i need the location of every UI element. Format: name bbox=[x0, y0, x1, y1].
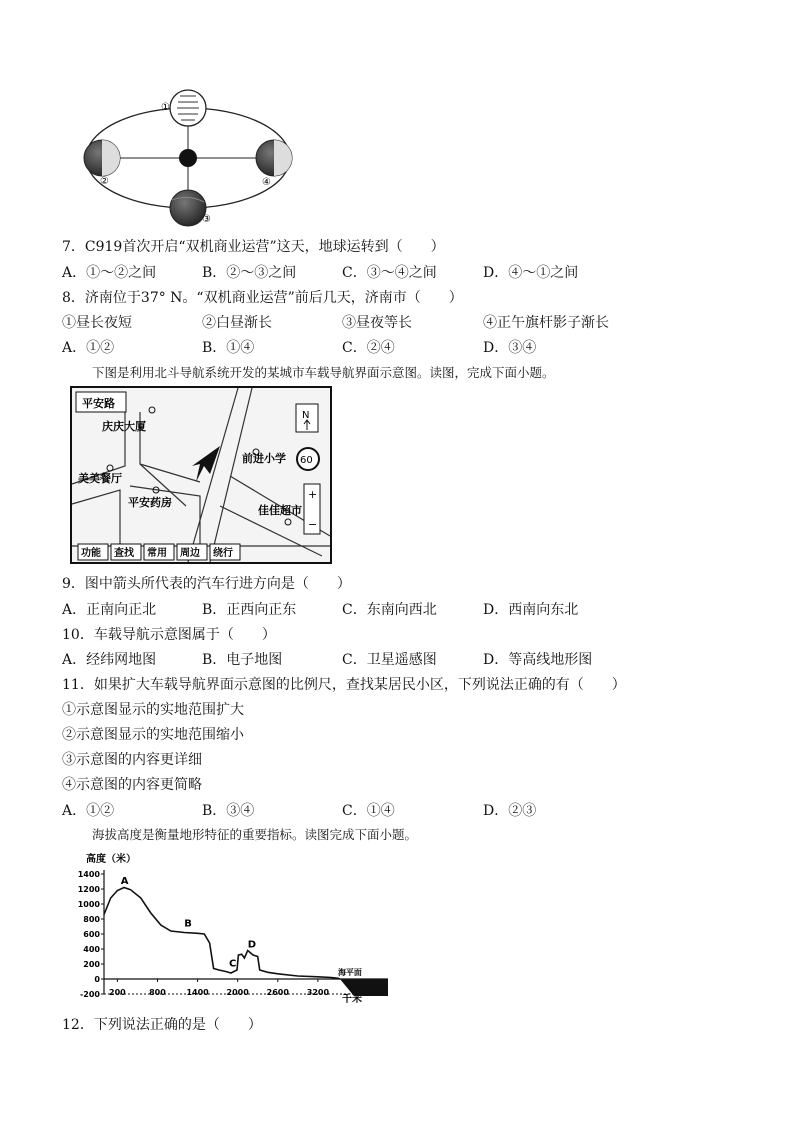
elevation-profile-line bbox=[104, 888, 340, 980]
orbit-figure bbox=[62, 88, 324, 230]
question-12-stem: 12．下列说法正确的是（ ） bbox=[62, 1017, 262, 1033]
x-tick-label: 800 bbox=[149, 988, 166, 997]
place-qingqing-building[interactable]: 庆庆大厦 bbox=[102, 420, 146, 433]
y-tick-label: 400 bbox=[83, 945, 100, 954]
profile-intro: 海拔高度是衡量地形特征的重要指标。读图完成下面小题。 bbox=[92, 827, 418, 842]
profile-point-label-d: D bbox=[247, 939, 257, 951]
nav-map bbox=[70, 386, 332, 564]
q11-option-c[interactable]: C．①④ bbox=[342, 803, 395, 819]
question-7-stem: 7．C919首次开启“双机商业运营”这天，地球运转到（ ） bbox=[62, 239, 445, 255]
y-tick-label: 1000 bbox=[78, 900, 100, 909]
orbit-marker-3: ③ bbox=[202, 214, 211, 225]
y-tick-label: 600 bbox=[83, 930, 100, 939]
elevation-profile-chart bbox=[78, 848, 428, 1006]
profile-point-label-a: A bbox=[120, 875, 129, 887]
q7-option-c[interactable]: C．③～④之间 bbox=[342, 265, 437, 281]
question-8-stem: 8．济南位于37° N。“双机商业运营”前后几天，济南市（ ） bbox=[62, 290, 463, 306]
q8-option-a[interactable]: A．①② bbox=[62, 340, 115, 356]
road-label-pingan: 平安路 bbox=[82, 397, 115, 410]
q11-statement-3: ③示意图的内容更详细 bbox=[62, 752, 202, 768]
q7-option-a[interactable]: A．①～②之间 bbox=[62, 265, 157, 281]
nav-map-intro: 下图是利用北斗导航系统开发的某城市车载导航界面示意图。读图，完成下面小题。 bbox=[92, 365, 555, 380]
q8-statement-2: ②白昼渐长 bbox=[202, 315, 272, 331]
chart-ylabel: 高度（米） bbox=[86, 854, 136, 865]
q8-option-b[interactable]: B．①④ bbox=[202, 340, 255, 356]
menu-detour[interactable]: 绕行 bbox=[213, 548, 233, 559]
y-tick-label: 0 bbox=[94, 975, 100, 984]
q10-option-b[interactable]: B．电子地图 bbox=[202, 652, 283, 668]
q7-option-b[interactable]: B．②～③之间 bbox=[202, 265, 297, 281]
q8-statement-3: ③昼夜等长 bbox=[342, 315, 412, 331]
q10-option-c[interactable]: C．卫星遥感图 bbox=[342, 652, 437, 668]
speed-limit-sign: 60 bbox=[300, 455, 313, 466]
y-tick-label: -200 bbox=[79, 990, 100, 999]
q11-statement-1: ①示意图显示的实地范围扩大 bbox=[62, 702, 244, 718]
earth-bottom bbox=[170, 190, 206, 226]
menu-frequent[interactable]: 常用 bbox=[147, 548, 167, 559]
q7-option-d[interactable]: D．④～①之间 bbox=[483, 265, 579, 281]
earth-top bbox=[170, 90, 206, 126]
orbit-marker-1: ① bbox=[161, 102, 170, 113]
profile-point-label-b: B bbox=[184, 918, 192, 930]
q9-option-a[interactable]: A．正南向正北 bbox=[62, 602, 157, 618]
earth-left bbox=[84, 140, 120, 176]
question-9-stem: 9．图中箭头所代表的汽车行进方向是（ ） bbox=[62, 576, 351, 592]
q8-option-c[interactable]: C．②④ bbox=[342, 340, 395, 356]
north-indicator: N bbox=[302, 410, 310, 421]
q8-option-d[interactable]: D．③④ bbox=[483, 340, 537, 356]
x-tick-label: 1400 bbox=[186, 988, 209, 997]
q11-option-d[interactable]: D．②③ bbox=[483, 803, 537, 819]
q11-option-a[interactable]: A．①② bbox=[62, 803, 115, 819]
place-jiajia-supermarket[interactable]: 佳佳超市 bbox=[258, 504, 302, 517]
x-tick-label: 2000 bbox=[226, 988, 249, 997]
y-tick-label: 200 bbox=[83, 960, 100, 969]
zoom-out-button[interactable]: − bbox=[308, 518, 318, 531]
q9-option-b[interactable]: B．正西向正东 bbox=[202, 602, 297, 618]
q8-statement-1: ①昼长夜短 bbox=[62, 315, 132, 331]
question-11-stem: 11．如果扩大车载导航界面示意图的比例尺，查找某居民小区，下列说法正确的有（ ） bbox=[62, 677, 626, 693]
sun-icon bbox=[179, 149, 197, 167]
menu-nearby[interactable]: 周边 bbox=[180, 548, 200, 559]
x-tick-label: 3200 bbox=[306, 988, 330, 997]
q10-option-a[interactable]: A．经纬网地图 bbox=[62, 652, 157, 668]
x-tick-label: 2600 bbox=[266, 988, 289, 997]
q8-statement-4: ④正午旗杆影子渐长 bbox=[483, 315, 609, 331]
orbit-marker-4: ④ bbox=[262, 177, 271, 188]
nav-menu-bar bbox=[78, 544, 240, 560]
q11-statement-2: ②示意图显示的实地范围缩小 bbox=[62, 727, 244, 743]
place-qianjin-school[interactable]: 前进小学 bbox=[242, 452, 286, 465]
orbit-marker-2: ② bbox=[100, 176, 109, 187]
sea-level-label: 海平面 bbox=[337, 968, 362, 977]
q11-option-b[interactable]: B．③④ bbox=[202, 803, 255, 819]
y-tick-label: 1400 bbox=[78, 870, 100, 879]
place-meimei-restaurant[interactable]: 美美餐厅 bbox=[78, 472, 122, 485]
y-tick-label: 800 bbox=[83, 915, 100, 924]
q11-statement-4: ④示意图的内容更简略 bbox=[62, 777, 202, 793]
menu-search[interactable]: 查找 bbox=[114, 548, 134, 559]
chart-xlabel: 千米 bbox=[342, 994, 362, 1005]
earth-right bbox=[256, 140, 292, 176]
q10-option-d[interactable]: D．等高线地形图 bbox=[483, 652, 593, 668]
place-pingan-pharmacy[interactable]: 平安药房 bbox=[128, 496, 172, 509]
menu-function[interactable]: 功能 bbox=[81, 548, 101, 559]
question-10-stem: 10．车载导航示意图属于（ ） bbox=[62, 627, 276, 643]
y-tick-label: 1200 bbox=[78, 885, 100, 894]
q9-option-d[interactable]: D．西南向东北 bbox=[483, 602, 579, 618]
zoom-in-button[interactable]: + bbox=[308, 488, 318, 501]
q9-option-c[interactable]: C．东南向西北 bbox=[342, 602, 437, 618]
x-tick-label: 200 bbox=[109, 988, 126, 997]
profile-point-label-c: C bbox=[228, 958, 237, 970]
